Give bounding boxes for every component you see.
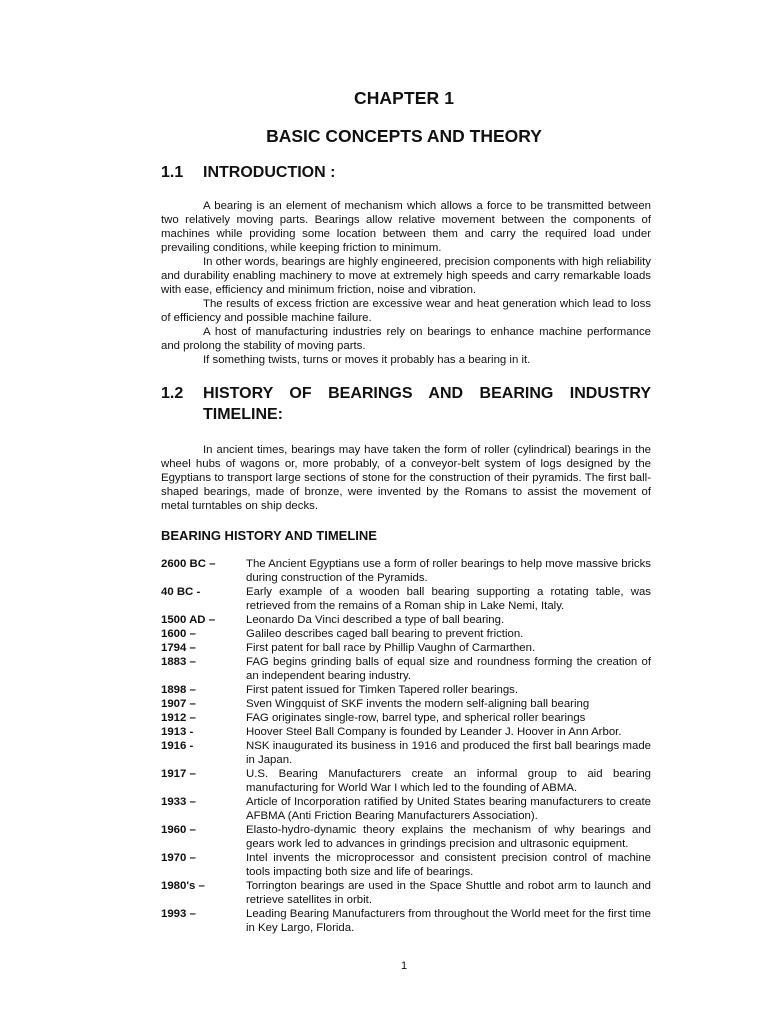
timeline-description: Article of Incorporation ratified by United States bearing manufacturers to create AFBMA (Anti Friction Bearing Manufacturers Association). [246,796,651,822]
chapter-label: CHAPTER 1 [353,88,455,108]
timeline-description: U.S. Bearing Manufacturers create an informal group to aid bearing manufacturing for World War I which led to the founding of ABMA. [246,768,651,794]
timeline-year: 1898 – [161,684,196,696]
timeline-heading: BEARING HISTORY AND TIMELINE [161,528,377,543]
timeline-entry [161,851,651,879]
timeline-description: Torrington bearings are used in the Space Shuttle and robot arm to launch and retrieve satellites in orbit. [246,880,651,906]
introduction-body [161,199,651,367]
paragraph: The results of excess friction are excessive wear and heat generation which lead to loss of efficiency and possible machine failure. [161,298,651,324]
timeline-entry [161,711,651,725]
section-title: INTRODUCTION : [203,164,336,181]
paragraph: In other words, bearings are highly engineered, precision components with high reliability and durability enabling machinery to move at extremely high speeds and carry remarkable loads with ease, efficiency and minimum friction, noise and vibration. [161,256,651,296]
timeline-entry [161,739,651,767]
timeline-year: 1933 – [161,796,196,808]
timeline-entry [161,725,651,739]
timeline-entry [161,557,651,585]
paragraph: A bearing is an element of mechanism which allows a force to be transmitted between two relatively moving parts. Bearings allow relative movement between the components of machines while providing some location between them and carry the required load under prevailing conditions, while keeping friction to minimum. [161,200,651,254]
timeline-year: 1600 – [161,628,196,640]
timeline-description: FAG begins grinding balls of equal size and roundness forming the creation of an independent bearing industry. [246,656,651,682]
timeline-description: Sven Wingquist of SKF invents the modern self-aligning ball bearing [246,698,590,710]
timeline-year: 2600 BC – [161,558,216,570]
timeline-description: FAG originates single-row, barrel type, and spherical roller bearings [246,712,586,724]
timeline-entry [161,627,651,641]
timeline-year: 1970 – [161,852,196,864]
timeline-description: First patent issued for Timken Tapered roller bearings. [246,684,519,696]
timeline-year: 1993 – [161,908,196,920]
timeline-entry [161,823,651,851]
timeline-year: 1913 - [161,726,194,738]
timeline-year: 1960 – [161,824,196,836]
timeline-description: The Ancient Egyptians use a form of roller bearings to help move massive bricks during construction of the Pyramids. [246,558,651,584]
section-number: 1.1 [161,164,184,181]
timeline-entry [161,613,651,627]
section-number: 1.2 [161,385,184,402]
paragraph: In ancient times, bearings may have taken the form of roller (cylindrical) bearings in the wheel hubs of wagons or, more probably, of a conveyor-belt system of logs designed by the Egyptians to transport large sections of stone for the construction of their pyramids. The first ball-shaped bearings, made of bronze, were invented by the Romans to assist the movement of metal turntables on ship decks. [161,444,651,512]
history-body [161,443,651,513]
timeline-year: 1500 AD – [161,614,216,626]
timeline-entry [161,795,651,823]
timeline-entry [161,683,651,697]
timeline-entry [161,641,651,655]
timeline-description: Intel invents the microprocessor and consistent precision control of machine tools impacting both size and life of bearings. [246,852,651,878]
timeline-year: 1794 – [161,642,196,654]
chapter-title: BASIC CONCEPTS AND THEORY [266,126,542,146]
paragraph: If something twists, turns or moves it probably has a bearing in it. [203,354,531,366]
timeline-year: 1907 – [161,698,196,710]
timeline-entry [161,879,651,907]
timeline-description: Galileo describes caged ball bearing to prevent friction. [246,628,524,640]
timeline-year: 40 BC - [161,586,201,598]
section-heading-introduction [161,162,651,183]
timeline-entry [161,655,651,683]
timeline-description: First patent for ball race by Phillip Vaughn of Carmarthen. [246,642,536,654]
page-number: 1 [400,960,408,972]
timeline-description: Hoover Steel Ball Company is founded by Leander J. Hoover in Ann Arbor. [246,726,622,738]
section-title: HISTORY OF BEARINGS AND BEARING INDUSTRY TIMELINE: [203,385,651,423]
timeline-description: NSK inaugurated its business in 1916 and produced the first ball bearings made in Japan. [246,740,651,766]
timeline-entry [161,907,651,935]
timeline-entry [161,585,651,613]
timeline-year: 1980's – [161,880,205,892]
timeline-description: Leonardo Da Vinci described a type of ball bearing. [246,614,505,626]
timeline-entry [161,697,651,711]
paragraph: A host of manufacturing industries rely on bearings to enhance machine performance and prolong the stability of moving parts. [161,326,651,352]
timeline-description: Early example of a wooden ball bearing supporting a rotating table, was retrieved from the remains of a Roman ship in Lake Nemi, Italy. [246,586,651,612]
timeline-year: 1916 - [161,740,194,752]
timeline-description: Leading Bearing Manufacturers from throughout the World meet for the first time in Key Largo, Florida. [246,908,651,934]
timeline-entry [161,767,651,795]
timeline-year: 1917 – [161,768,196,780]
timeline-year: 1883 – [161,656,196,668]
timeline-year: 1912 – [161,712,196,724]
timeline-list [161,557,651,935]
timeline-description: Elasto-hydro-dynamic theory explains the mechanism of why bearings and gears work led to advances in grindings precision and ultrasonic equipment. [246,824,651,850]
section-heading-history [161,383,651,425]
